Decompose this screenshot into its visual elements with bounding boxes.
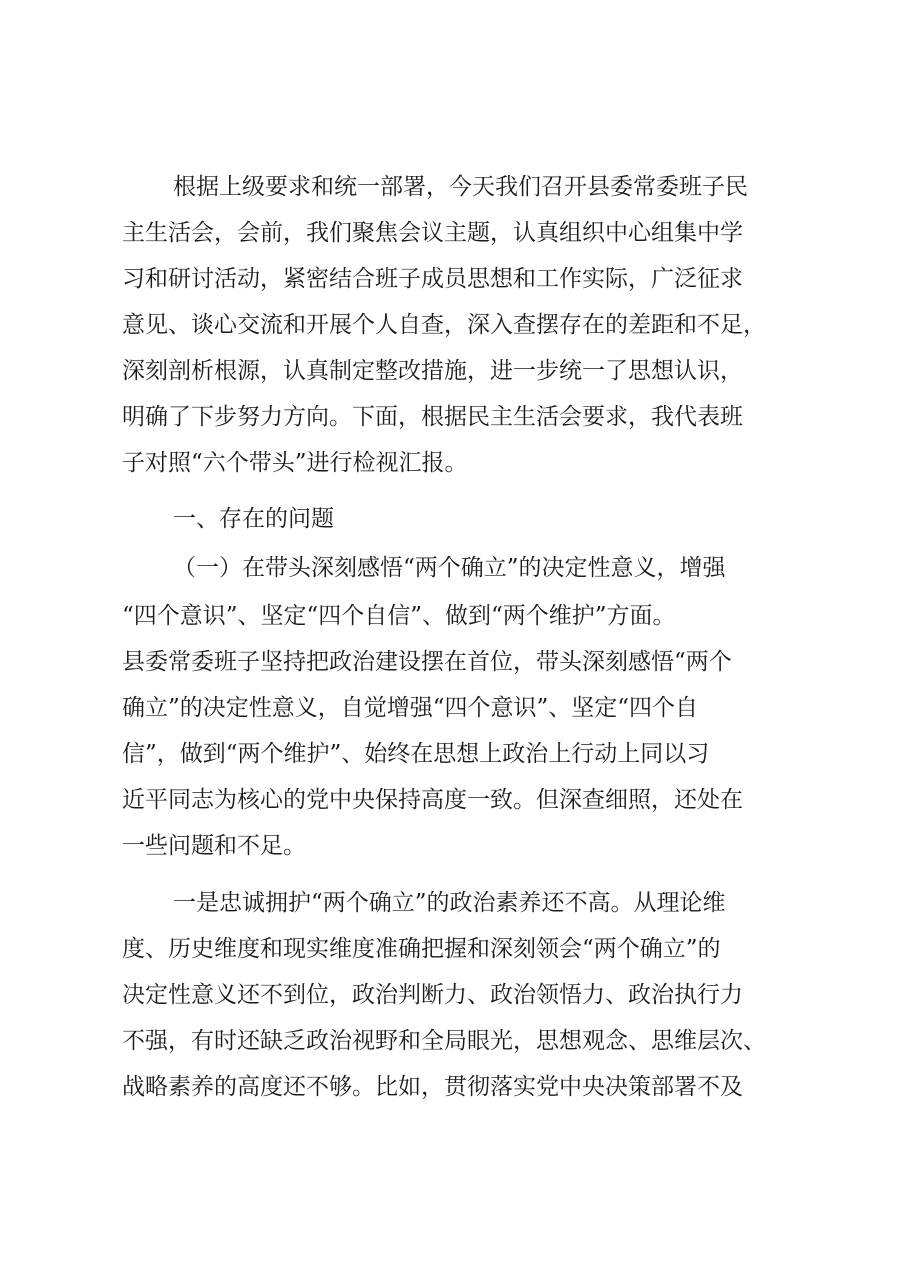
paragraph-2-line-6: 近平同志为核心的党中央保持高度一致。但深查细照，还处在 [122, 787, 743, 813]
paragraph-1-line-5: 深刻剖析根源，认真制定整改措施，进一步统一了思想认识， [122, 358, 743, 384]
section-heading: 一、存在的问题 [173, 506, 334, 532]
paragraph-3-line-1: 一是忠诚拥护“两个确立”的政治素养还不高。从理论维 [173, 890, 726, 916]
paragraph-1-line-4: 意见、谈心交流和开展个人自查，深入查摆存在的差距和不足， [122, 312, 766, 338]
paragraph-3-line-3: 决定性意义还不到位，政治判断力、政治领悟力、政治执行力 [122, 982, 743, 1008]
paragraph-2-line-4: 确立”的决定性意义，自觉增强“四个意识”、坚定“四个自 [122, 695, 699, 721]
paragraph-2-line-5: 信”，做到“两个维护”、始终在思想上政治上行动上同以习 [122, 741, 710, 767]
paragraph-1-line-6: 明确了下步努力方向。下面，根据民主生活会要求，我代表班 [122, 404, 743, 430]
paragraph-2-line-1: （一）在带头深刻感悟“两个确立”的决定性意义，增强 [173, 555, 726, 581]
paragraph-3-line-2: 度、历史维度和现实维度准确把握和深刻领会“两个确立”的 [122, 936, 721, 962]
paragraph-1-line-2: 主生活会，会前，我们聚焦会议主题，认真组织中心组集中学 [122, 220, 743, 246]
paragraph-1-line-7: 子对照“六个带头”进行检视汇报。 [122, 450, 468, 476]
paragraph-2-line-3: 县委常委班子坚持把政治建设摆在首位，带头深刻感悟“两个 [122, 649, 732, 675]
paragraph-1-line-3: 习和研讨活动，紧密结合班子成员思想和工作实际，广泛征求 [122, 266, 743, 292]
paragraph-3-line-4: 不强，有时还缺乏政治视野和全局眼光，思想观念、思维层次、 [122, 1028, 766, 1054]
paragraph-3-line-5: 战略素养的高度还不够。比如，贯彻落实党中央决策部署不及 [122, 1074, 743, 1100]
paragraph-2-line-2: “四个意识”、坚定“四个自信”、做到“两个维护”方面。 [122, 603, 676, 629]
paragraph-2-line-7: 一些问题和不足。 [122, 833, 306, 859]
paragraph-1-line-1: 根据上级要求和统一部署，今天我们召开县委常委班子民 [173, 174, 748, 200]
